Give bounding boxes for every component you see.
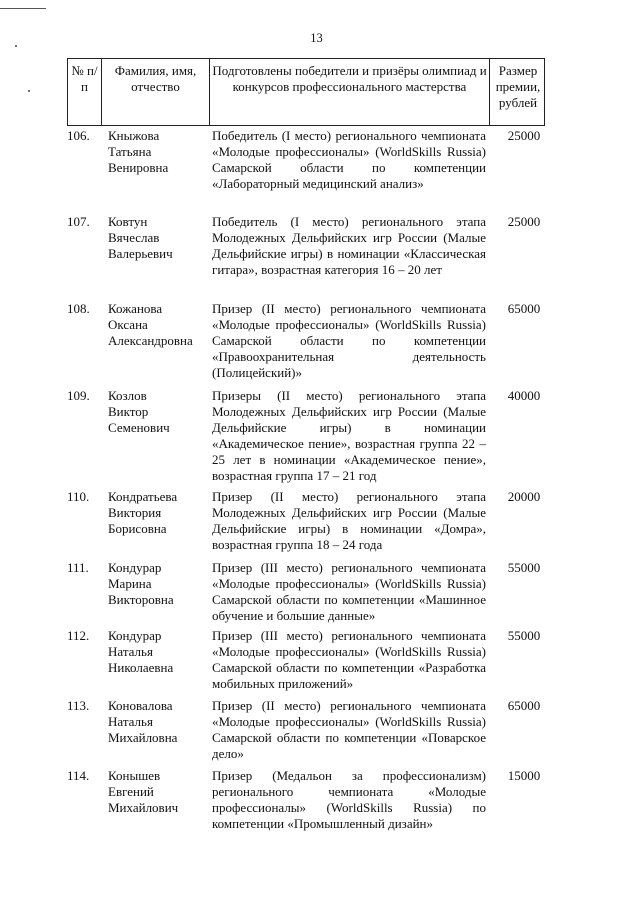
first-name: Вячеслав: [108, 230, 160, 245]
patronymic: Александровна: [108, 333, 193, 348]
first-name: Виктория: [108, 505, 162, 520]
achievement-text: Призер (II место) регионального чемпионата «Молодые профессионалы» (WorldSkills Russia) Самарской области по компетенции «Поварское дело»: [212, 698, 486, 761]
page-number: 13: [310, 31, 323, 45]
prize-amount: 15000: [507, 768, 541, 783]
first-name: Оксана: [108, 317, 148, 332]
scan-speck: [28, 90, 30, 92]
first-name: Евгений: [108, 784, 154, 799]
patronymic: Венировна: [108, 160, 169, 175]
prize-amount: 40000: [507, 388, 541, 403]
achievement-text: Призеры (II место) регионального этапа Молодежных Дельфийских игр России (Малые Дельфийские игры) в номинации «Академическое пение», возрастная группа 22 – 25 лет в номинации «Академическое пение», возрастная группа 17 – 21 год: [212, 388, 486, 483]
surname: Кондурар: [108, 560, 162, 575]
row-number: 114.: [67, 768, 90, 783]
row-number: 112.: [67, 628, 90, 643]
surname: Ковтун: [108, 214, 148, 229]
surname: Кондратьева: [108, 489, 178, 504]
header-full-name: Фамилия, имя, отчество: [102, 59, 210, 125]
first-name: Марина: [108, 576, 152, 591]
header-achievement: Подготовлены победители и призёры олимпиад и конкурсов профессионального мастерства: [210, 59, 490, 125]
row-number: 108.: [67, 301, 90, 316]
surname: Козлов: [108, 388, 147, 403]
achievement-text: Призер (II место) регионального чемпионата «Молодые профессионалы» (WorldSkills Russia) Самарской области по компетенции «Правоохранительная деятельность (Полицейский)»: [212, 301, 486, 380]
scan-margin-line: [0, 8, 46, 9]
achievement-text: Победитель (I место) регионального чемпионата «Молодые профессионалы» (WorldSkills Russia) Самарской области по компетенции «Лабораторный медицинский анализ»: [212, 128, 486, 191]
achievement-text: Победитель (I место) регионального этапа Молодежных Дельфийских игр России (Малые Дельфийские игры) в номинации «Классическая гитара», возрастная категория 16 – 20 лет: [212, 214, 486, 277]
prize-amount: 25000: [507, 214, 541, 229]
patronymic: Семенович: [108, 420, 170, 435]
prize-amount: 20000: [507, 489, 541, 504]
prize-amount: 55000: [507, 628, 541, 643]
first-name: Наталья: [108, 714, 153, 729]
prize-amount: 55000: [507, 560, 541, 575]
person-name: [108, 214, 208, 262]
person-name: [108, 489, 208, 537]
patronymic: Михайлович: [108, 800, 179, 815]
surname: Кондурар: [108, 628, 162, 643]
person-name: [108, 128, 208, 176]
patronymic: Борисовна: [108, 521, 167, 536]
header-number: № п/п: [68, 59, 102, 125]
person-name: [108, 301, 208, 349]
patronymic: Николаевна: [108, 660, 174, 675]
patronymic: Валерьевич: [108, 246, 173, 261]
row-number: 111.: [67, 560, 89, 575]
first-name: Наталья: [108, 644, 153, 659]
row-number: 107.: [67, 214, 90, 229]
patronymic: Михайловна: [108, 730, 178, 745]
row-number: 110.: [67, 489, 90, 504]
first-name: Виктор: [108, 404, 149, 419]
row-number: 106.: [67, 128, 90, 143]
surname: Конышев: [108, 768, 161, 783]
table-header: [67, 58, 545, 126]
prize-amount: 65000: [507, 698, 541, 713]
achievement-text: Призер (II место) регионального этапа Молодежных Дельфийских игр России (Малые Дельфийские игры) в номинации «Домра», возрастная группа 18 – 24 года: [212, 489, 486, 552]
achievement-text: Призер (III место) регионального чемпионата «Молодые профессионалы» (WorldSkills Russia) Самарской области по компетенции «Разработка мобильных приложений»: [212, 628, 486, 691]
person-name: [108, 560, 208, 608]
achievement-text: Призер (III место) регионального чемпионата «Молодые профессионалы» (WorldSkills Russia) Самарской области по компетенции «Машинное обучение и большие данные»: [212, 560, 486, 623]
person-name: [108, 768, 208, 816]
row-number: 109.: [67, 388, 90, 403]
prize-amount: 25000: [507, 128, 541, 143]
person-name: [108, 388, 208, 436]
patronymic: Викторовна: [108, 592, 174, 607]
header-prize-amount: Размер премии, рублей: [495, 63, 541, 110]
person-name: [108, 628, 208, 676]
achievement-text: Призер (Медальон за профессионализм) регионального чемпионата «Молодые профессионалы» (WorldSkills Russia) по компетенции «Промышленный дизайн»: [212, 768, 486, 831]
surname: Кныжова: [108, 128, 160, 143]
surname: Кожанова: [108, 301, 163, 316]
row-number: 113.: [67, 698, 90, 713]
prize-amount: 65000: [507, 301, 541, 316]
surname: Коновалова: [108, 698, 173, 713]
person-name: [108, 698, 208, 746]
first-name: Татьяна: [108, 144, 152, 159]
